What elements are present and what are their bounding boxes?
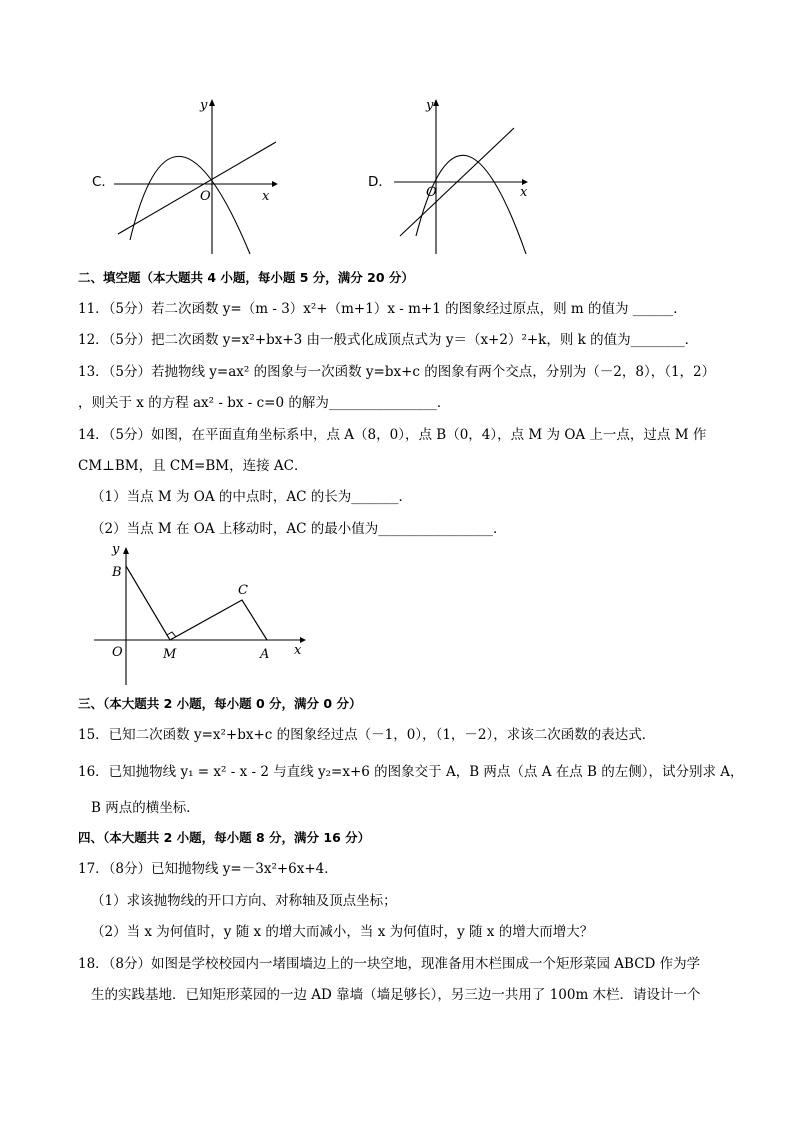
- option-d-graph: [392, 96, 536, 256]
- question-12: 12．（5分）把二次函数 y=x²+bx+3 由一般式化成顶点式为 y＝（x+2）²+k，则 k 的值为________．: [78, 332, 699, 348]
- fig14-origin: O: [112, 645, 123, 660]
- question-14-sub-2: （2）当点 M 在 OA 上移动时，AC 的最小值为_________________．: [91, 521, 507, 537]
- question-18-line-2: 生的实践基地．已知矩形菜园的一边 AD 靠墙（墙足够长），另三边一共用了 100m 木栏．请设计一个: [91, 987, 701, 1003]
- d-axis-x: x: [520, 185, 528, 200]
- section-3-title: 三、（本大题共 2 小题，每小题 0 分，满分 0 分）: [78, 696, 362, 711]
- fig14-point-a: A: [260, 647, 270, 662]
- question-17-line-1: 17．（8分）已知抛物线 y=－3x²+6x+4．: [78, 861, 338, 877]
- question-15: 15．已知二次函数 y=x²+bx+c 的图象经过点（－1，0），（1，－2），求该二次函数的表达式．: [78, 727, 656, 743]
- c-origin: O: [200, 189, 211, 204]
- c-axis-y: y: [200, 98, 208, 113]
- section-2-title: 二、填空题（本大题共 4 小题，每小题 5 分，满分 20 分）: [78, 270, 414, 285]
- fig14-y-label: y: [112, 542, 120, 557]
- question-11: 11．（5分）若二次函数 y=（m - 3）x²+（m+1）x - m+1 的图象经过原点，则 m 的值为 ______．: [78, 301, 687, 317]
- question-13-line-2: ，则关于 x 的方程 ax² - bx - c=0 的解为________________．: [78, 395, 451, 411]
- c-axis-x: x: [262, 189, 270, 204]
- question-16-line-1: 16．已知抛物线 y₁ = x² - x - 2 与直线 y₂=x+6 的图象交于 A，B 两点（点 A 在点 B 的左侧），试分别求 A，: [78, 764, 744, 780]
- question-14-figure: [90, 540, 312, 690]
- question-14-sub-1: （1）当点 M 为 OA 的中点时，AC 的长为_______．: [91, 489, 413, 505]
- question-17-sub-2: （2）当 x 为何值时，y 随 x 的增大而减小，当 x 为何值时，y 随 x 的增大而增大？: [91, 924, 594, 940]
- option-c-graph: [112, 96, 278, 256]
- question-18-line-1: 18．（8分）如图是学校校园内一堵围墙边上的一块空地，现准备用木栏围成一个矩形菜园 ABCD 作为学: [78, 956, 701, 972]
- section-4-title: 四、（本大题共 2 小题，每小题 8 分，满分 16 分）: [78, 830, 371, 845]
- question-17-sub-1: （1）求该抛物线的开口方向、对称轴及顶点坐标；: [91, 893, 397, 909]
- fig14-point-c: C: [238, 583, 248, 598]
- fig14-point-b: B: [112, 565, 122, 580]
- question-13-line-1: 13．（5分）若抛物线 y=ax² 的图象与一次函数 y=bx+c 的图象有两个交点，分别为（－2，8），（1，2）: [78, 364, 716, 380]
- fig14-x-label: x: [294, 643, 302, 658]
- option-d-label: D．: [368, 174, 392, 190]
- d-axis-y: y: [426, 98, 434, 113]
- question-14-line-1: 14．（5分）如图，在平面直角坐标系中，点 A（8，0），点 B（0，4），点 M 为 OA 上一点，过点 M 作: [78, 427, 707, 443]
- d-origin: O: [426, 185, 437, 200]
- fig14-point-m: M: [163, 647, 177, 662]
- question-14-line-2: CM⊥BM，且 CM=BM，连接 AC．: [78, 458, 308, 474]
- option-c-label: C．: [92, 174, 115, 190]
- question-16-line-2: B 两点的横坐标．: [91, 800, 200, 816]
